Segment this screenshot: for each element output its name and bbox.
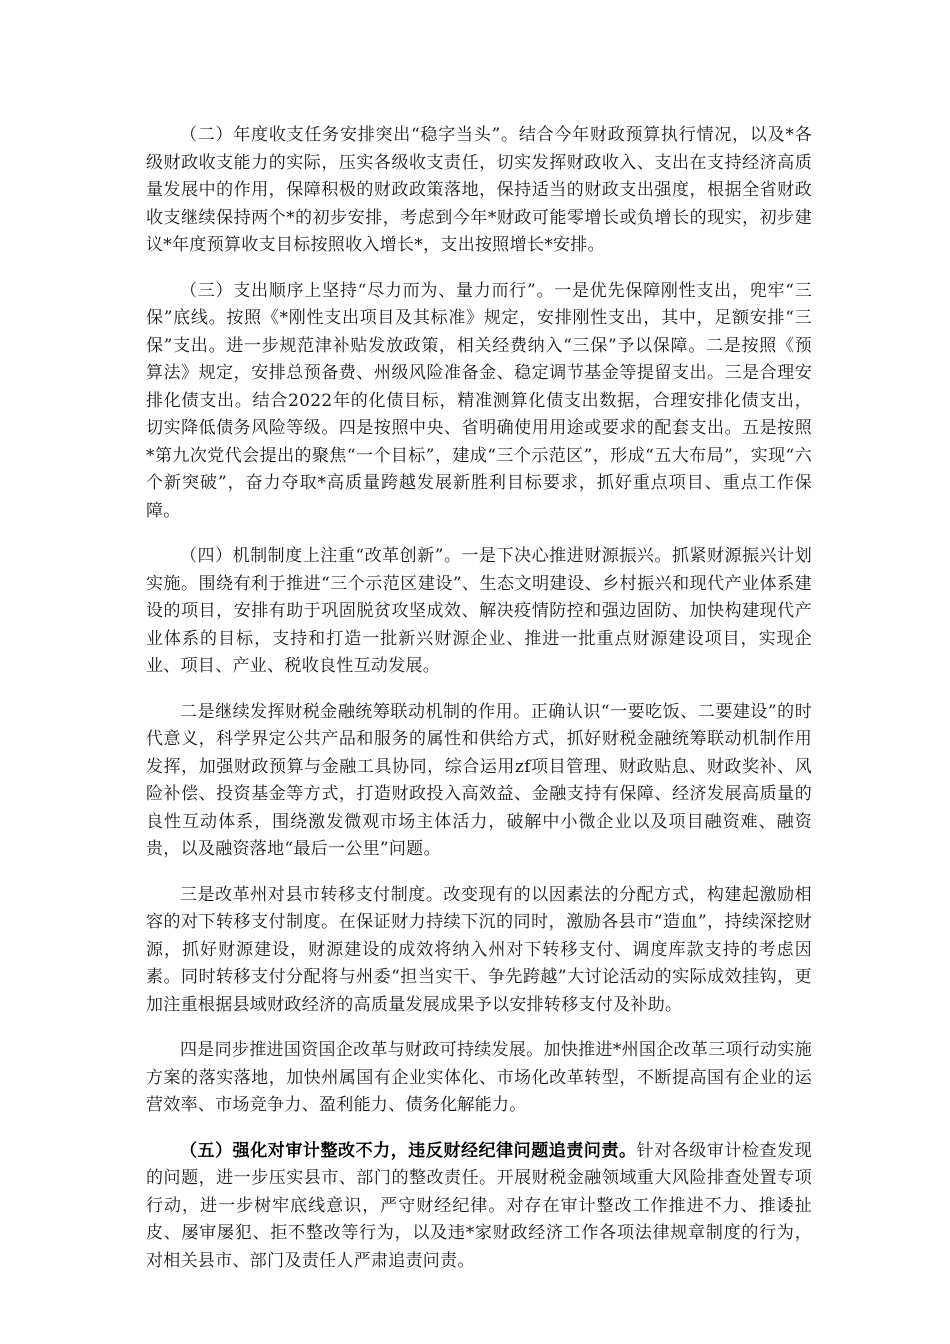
paragraph-audit-accountability [146, 1138, 812, 1276]
paragraph-transfer-payment [146, 882, 812, 1020]
paragraph-budget-targets [146, 122, 812, 260]
document-body [146, 122, 812, 1275]
paragraph-text: （四）机制制度上注重“改革创新”。一是下决心推进财源振兴。抓紧财源振兴计划实施。围绕有利于推进“三个示范区建设”、生态文明建设、乡村振兴和现代产业体系建设的项目，安排有助于巩固脱贫攻坚成效、解决疫情防控和强边固防、加快构建现代产业体系的目标，支持和打造一批新兴财源企业、推进一批重点财源建设项目，实现企业、项目、产业、税收良性互动发展。 [146, 546, 812, 676]
paragraph-soe-reform [146, 1037, 812, 1120]
paragraph-reform-innovation [146, 543, 812, 681]
paragraph-text: 四是同步推进国资国企改革与财政可持续发展。加快推进*州国企改革三项行动实施方案的落实落地，加快州属国有企业实体化、市场化改革转型，不断提高国有企业的运营效率、市场竞争力、盈利能力、债务化解能力。 [146, 1040, 812, 1115]
paragraph-text: 三是改革州对县市转移支付制度。改变现有的以因素法的分配方式，构建起激励相容的对下转移支付制度。在保证财力持续下沉的同时，激励各县市“造血”，持续深挖财源，抓好财源建设，财源建设的成效将纳入州对下转移支付、调度库款支持的考虑因素。同时转移支付分配将与州委“担当实干、争先跨越”大讨论活动的实际成效挂钩，更加注重根据县域财政经济的高质量发展成果予以安排转移支付及补助。 [146, 884, 812, 1015]
paragraph-spending-order [146, 278, 812, 526]
paragraph-finance-coordination [146, 699, 812, 864]
paragraph-bold-heading: （五）强化对审计整改不力，违反财经纪律问题追责问责。 [180, 1140, 637, 1161]
paragraph-text: 二是继续发挥财税金融统筹联动机制的作用。正确认识“一要吃饭、二要建设”的时代意义，科学界定公共产品和服务的属性和供给方式，抓好财税金融统筹联动机制作用发挥，加强财政预算与金融工具协同，综合运用zf项目管理、财政贴息、财政奖补、风险补偿、投资基金等方式，打造财政投入高效益、金融支持有保障、经济发展高质量的良性互动体系，围绕激发微观市场主体活力，破解中小微企业以及项目融资难、融资贵，以及融资落地“最后一公里”问题。 [146, 701, 812, 859]
paragraph-text: （二）年度收支任务安排突出“稳字当头”。结合今年财政预算执行情况，以及*各级财政收支能力的实际，压实各级收支责任，切实发挥财政收入、支出在支持经济高质量发展中的作用，保障积极的财政政策落地，保持适当的财政支出强度，根据全省财政收支继续保持两个*的初步安排，考虑到今年*财政可能零增长或负增长的现实，初步建议*年度预算收支目标按照收入增长*，支出按照增长*安排。 [146, 125, 812, 255]
paragraph-text: （三）支出顺序上坚持“尽力而为、量力而行”。一是优先保障刚性支出，兜牢“三保”底线。按照《*刚性支出项目及其标准》规定，安排刚性支出，其中，足额安排“三保”支出。进一步规范津补贴发放政策，相关经费纳入“三保”予以保障。二是按照《预算法》规定，安排总预备费、州级风险准备金、稳定调节基金等提留支出。三是合理安排化债支出。结合2022年的化债目标，精准测算化债支出数据，合理安排化债支出，切实降低债务风险等级。四是按照中央、省明确使用用途或要求的配套支出。五是按照*第九次党代会提出的聚焦“一个目标”，建成“三个示范区”，形成“五大布局”，实现“六个新突破”，奋力夺取*高质量跨越发展新胜利目标要求，抓好重点项目、重点工作保障。 [146, 280, 812, 521]
paragraph-text: 针对各级审计检查发现的问题，进一步压实县市、部门的整改责任。开展财税金融领域重大风险排查处置专项行动，进一步树牢底线意识，严守财经纪律。对存在审计整改工作推进不力、推诿扯皮、屡审屡犯、拒不整改等行为，以及违*家财政经济工作各项法律规章制度的行为，对相关县市、部门及责任人严肃追责问责。 [146, 1140, 812, 1271]
